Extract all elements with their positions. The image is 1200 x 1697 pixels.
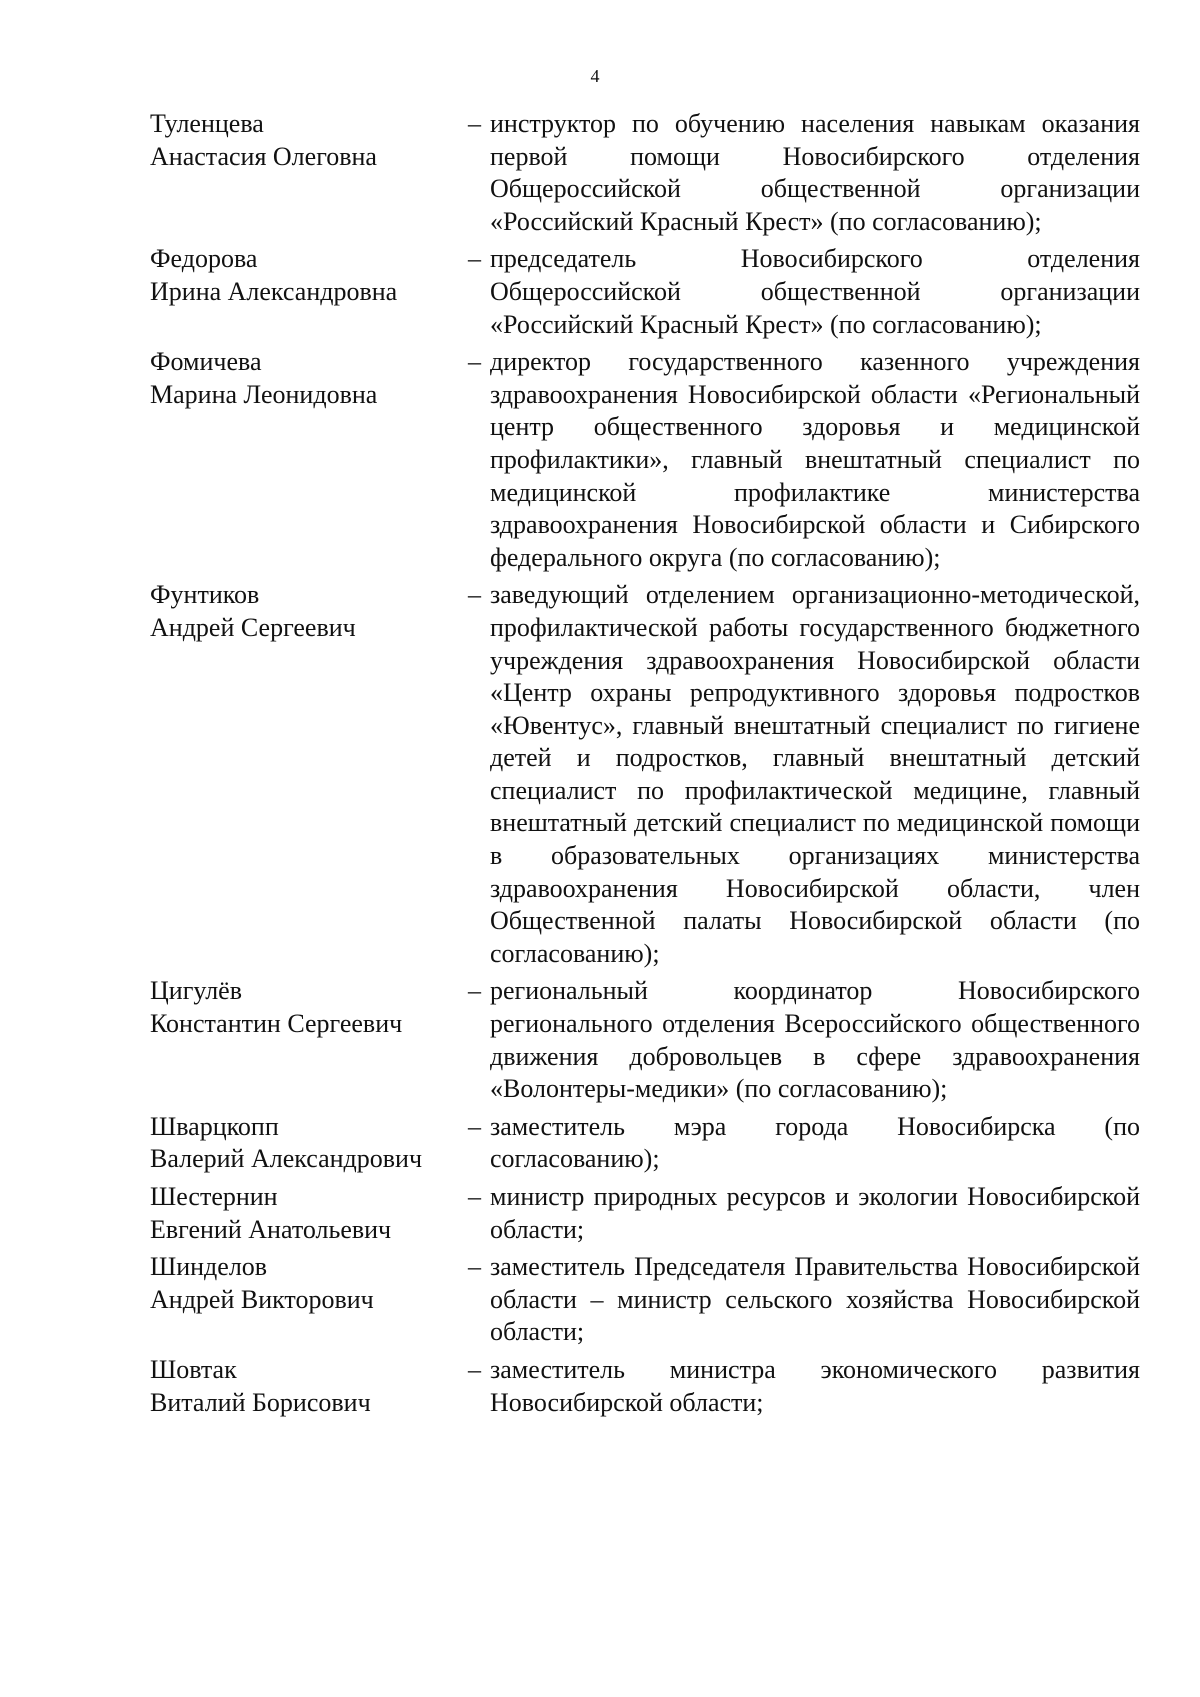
- member-entry-funtikov: [150, 579, 1140, 970]
- member-name: Туленцева Анастасия Олеговна: [150, 109, 377, 171]
- member-name: Фунтиков Андрей Сергеевич: [150, 580, 356, 642]
- member-name: Фомичева Марина Леонидовна: [150, 347, 378, 409]
- member-entry-fomicheva: [150, 346, 1140, 574]
- separator-dash: –: [468, 109, 481, 138]
- separator-dash: –: [468, 1354, 481, 1384]
- member-entry-shvartskopp: [150, 1111, 1140, 1176]
- member-name: Шинделов Андрей Викторович: [150, 1252, 374, 1314]
- member-position: заместитель министра экономического развития Новосибирской области;: [490, 1354, 1140, 1417]
- separator-dash: –: [468, 1252, 481, 1282]
- separator-dash: –: [468, 347, 481, 377]
- member-position: региональный координатор Новосибирского регионального отделения Всероссийского общественного движения добровольцев в сфере здравоохранения «Волонтеры-медики» (по согласованию);: [490, 976, 1140, 1104]
- member-position: заместитель Председателя Правительства Новосибирской области – министр сельского хозяйства Новосибирской области;: [490, 1252, 1140, 1347]
- member-position: министр природных ресурсов и экологии Новосибирской области;: [490, 1182, 1140, 1244]
- member-name: Шовтак Виталий Борисович: [150, 1354, 371, 1417]
- member-name: Шестернин Евгений Анатольевич: [150, 1182, 392, 1244]
- member-entry-tsigulev: [150, 975, 1140, 1105]
- member-entry-shindelov: [150, 1251, 1140, 1349]
- member-name: Федорова Ирина Александровна: [150, 244, 398, 306]
- separator-dash: –: [468, 976, 481, 1006]
- separator-dash: –: [468, 580, 481, 610]
- separator-dash: –: [468, 1111, 481, 1141]
- separator-dash: –: [468, 1182, 481, 1211]
- member-entry-fedorova: [150, 243, 1140, 341]
- member-position: инструктор по обучению населения навыкам оказания первой помощи Новосибирского отделения Общероссийской общественной организации «Российский Красный Крест» (по согласованию);: [490, 109, 1140, 236]
- member-name: Шварцкопп Валерий Александрович: [150, 1111, 423, 1174]
- member-position: директор государственного казенного учреждения здравоохранения Новосибирской области «Региональный центр общественного здоровья и медицинской профилактики», главный внештатный специалист по медицинской профилактике министерства здравоохранения Новосибирской области и Сибирского федерального округа (по согласованию);: [490, 347, 1140, 572]
- member-position: заместитель мэра города Новосибирска (по согласованию);: [490, 1111, 1140, 1174]
- member-entry-shovtak: [150, 1354, 1140, 1419]
- member-entry-shesternin: [150, 1181, 1140, 1246]
- member-position: председатель Новосибирского отделения Общероссийской общественной организации «Российский Красный Крест» (по согласованию);: [490, 244, 1140, 339]
- member-position: заведующий отделением организационно-методической, профилактической работы государственного бюджетного учреждения здравоохранения Новосибирской области «Центр охраны репродуктивного здоровья подростков «Ювентус», главный внештатный специалист по гигиене детей и подростков, главный внештатный детский специалист по профилактической медицине, главный внештатный детский специалист по медицинской помощи в образовательных организациях министерства здравоохранения Новосибирской области, член Общественной палаты Новосибирской области (по согласованию);: [490, 580, 1140, 968]
- page-number: 4: [590, 66, 600, 86]
- members-list: [150, 108, 1140, 1424]
- member-entry-tulentseva: [150, 108, 1140, 238]
- separator-dash: –: [468, 244, 481, 274]
- member-name: Цигулёв Константин Сергеевич: [150, 976, 403, 1039]
